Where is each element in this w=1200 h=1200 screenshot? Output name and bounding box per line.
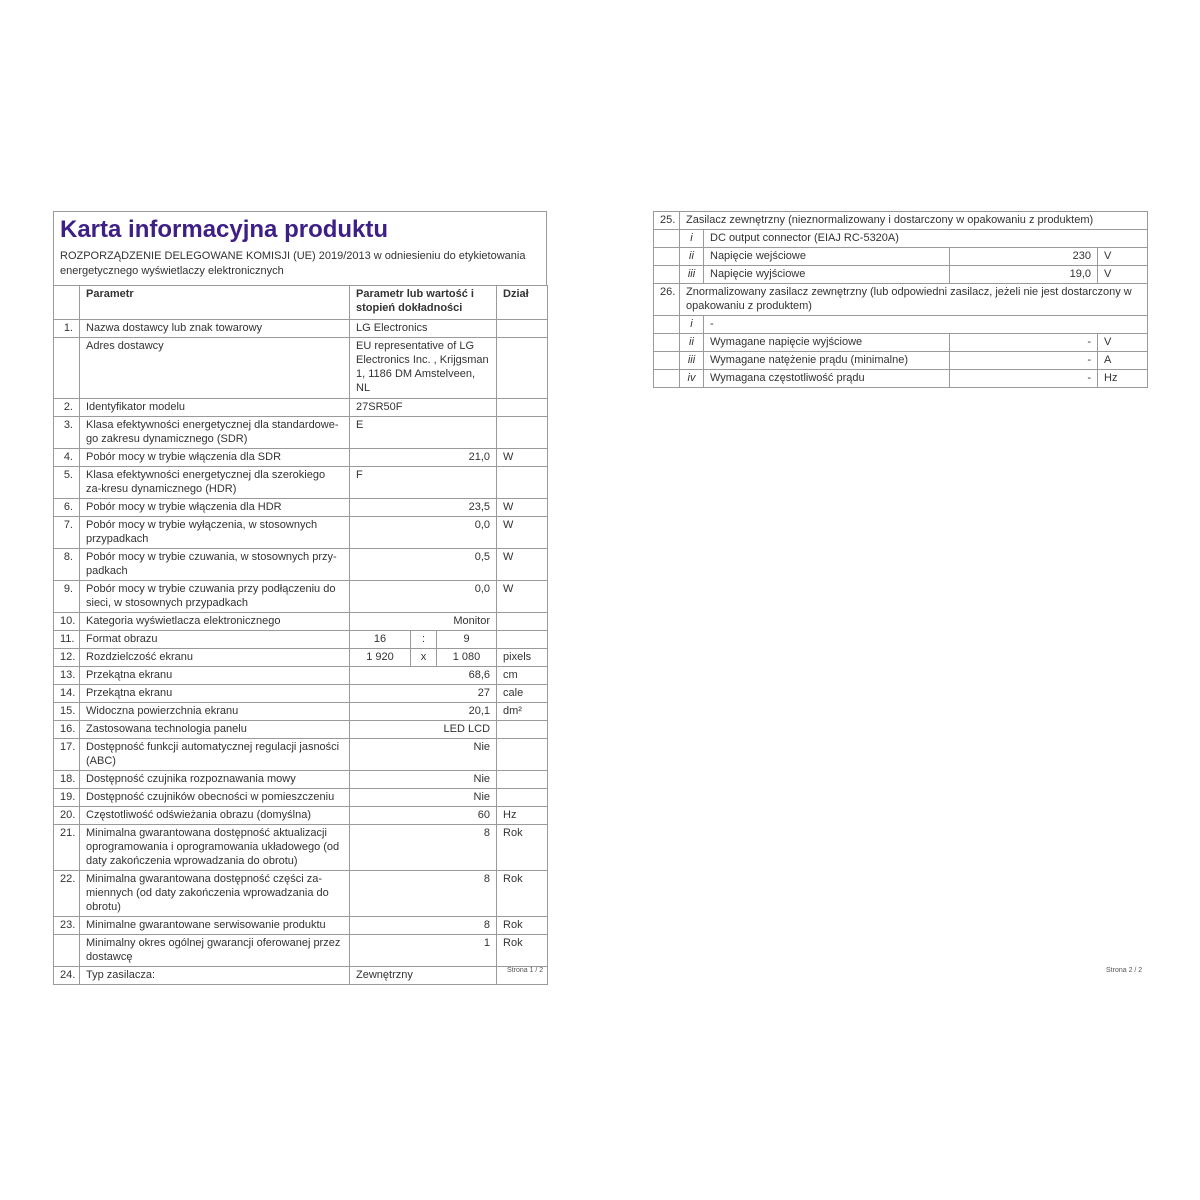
table-row: ii Napięcie wejściowe 230 V <box>654 248 1148 266</box>
table-row: 1. Nazwa dostawcy lub znak towarowy LG Electronics <box>54 320 548 338</box>
table-row: 10. Kategoria wyświetlacza elektronicznego Monitor <box>54 613 548 631</box>
table-row: 12. Rozdzielczość ekranu 1 920 x 1 080 pixels <box>54 649 548 667</box>
table-row: 7. Pobór mocy w trybie wyłączenia, w stosownych przypadkach 0,0 W <box>54 517 548 549</box>
table-row: Adres dostawcy EU representative of LG Electronics Inc. , Krijgsman 1, 1186 DM Amstelveen, NL <box>54 338 548 399</box>
table-row: 26. Znormalizowany zasilacz zewnętrzny (lub odpowiedni zasilacz, jeżeli nie jest dostarczony w opakowaniu z produktem) <box>654 284 1148 316</box>
table-row: Minimalny okres ogólnej gwarancji oferowanej przez dostawcę 1 Rok <box>54 935 548 967</box>
table-row: 13. Przekątna ekranu 68,6 cm <box>54 667 548 685</box>
table-row: 2. Identyfikator modelu 27SR50F <box>54 399 548 417</box>
page-1-footer: Strona 1 / 2 <box>507 967 544 974</box>
table-row: 8. Pobór mocy w trybie czuwania, w stosownych przy-padkach 0,5 W <box>54 549 548 581</box>
page-2-footer: Strona 2 / 2 <box>1106 967 1143 974</box>
table-row: iv Wymagana częstotliwość prądu - Hz <box>654 370 1148 388</box>
table-row: 5. Klasa efektywności energetycznej dla szerokiego za-kresu dynamicznego (HDR) F <box>54 467 548 499</box>
table-row: 22. Minimalna gwarantowana dostępność części za-miennych (od daty zakończenia wprowadzania do obrotu) 8 Rok <box>54 871 548 917</box>
table-row: 25. Zasilacz zewnętrzny (nieznormalizowany i dostarczony w opakowaniu z produktem) <box>654 212 1148 230</box>
table-row: iii Wymagane natężenie prądu (minimalne) - A <box>654 352 1148 370</box>
regulation-text: ROZPORZĄDZENIE DELEGOWANE KOMISJI (UE) 2019/2013 w odniesieniu do etykietowania energetycznego wyświetlaczy elektronicznych <box>60 250 526 277</box>
table-row: 24. Typ zasilacza: Zewnętrzny <box>54 967 548 985</box>
table-row: 11. Format obrazu 16 : 9 <box>54 631 548 649</box>
table-row: i DC output connector (EIAJ RC-5320A) <box>654 230 1148 248</box>
page-1 <box>53 211 547 985</box>
table-row: i - <box>654 316 1148 334</box>
table-row: 9. Pobór mocy w trybie czuwania przy podłączeniu do sieci, w stosownych przypadkach 0,0 W <box>54 581 548 613</box>
table-row: iii Napięcie wyjściowe 19,0 V <box>654 266 1148 284</box>
table-row: 3. Klasa efektywności energetycznej dla standardowe-go zakresu dynamicznego (SDR) E <box>54 417 548 449</box>
table-row: 19. Dostępność czujników obecności w pomieszczeniu Nie <box>54 789 548 807</box>
page-2 <box>653 211 1147 388</box>
table-row: 6. Pobór mocy w trybie włączenia dla HDR 23,5 W <box>54 499 548 517</box>
table-row: 21. Minimalna gwarantowana dostępność aktualizacji oprogramowania i oprogramowania układowego (od daty zakończenia wprowadzania do obrotu) 8 Rok <box>54 825 548 871</box>
power-supply-table <box>653 211 1148 388</box>
header-unit: Dział <box>497 286 548 320</box>
table-row: 23. Minimalne gwarantowane serwisowanie produktu 8 Rok <box>54 917 548 935</box>
page-1-header <box>53 211 547 285</box>
page-title: Karta informacyjna produktu <box>60 216 389 243</box>
table-header-row <box>54 286 548 320</box>
product-info-table <box>53 285 548 985</box>
table-row: 4. Pobór mocy w trybie włączenia dla SDR 21,0 W <box>54 449 548 467</box>
header-value: Parametr lub wartość i stopień dokładności <box>350 286 497 320</box>
table-row: 16. Zastosowana technologia panelu LED LCD <box>54 721 548 739</box>
table-row: 14. Przekątna ekranu 27 cale <box>54 685 548 703</box>
table-row: 15. Widoczna powierzchnia ekranu 20,1 dm² <box>54 703 548 721</box>
table-row: 18. Dostępność czujnika rozpoznawania mowy Nie <box>54 771 548 789</box>
table-row: 17. Dostępność funkcji automatycznej regulacji jasności (ABC) Nie <box>54 739 548 771</box>
table-row: ii Wymagane napięcie wyjściowe - V <box>654 334 1148 352</box>
table-row: 20. Częstotliwość odświeżania obrazu (domyślna) 60 Hz <box>54 807 548 825</box>
header-param: Parametr <box>80 286 350 320</box>
